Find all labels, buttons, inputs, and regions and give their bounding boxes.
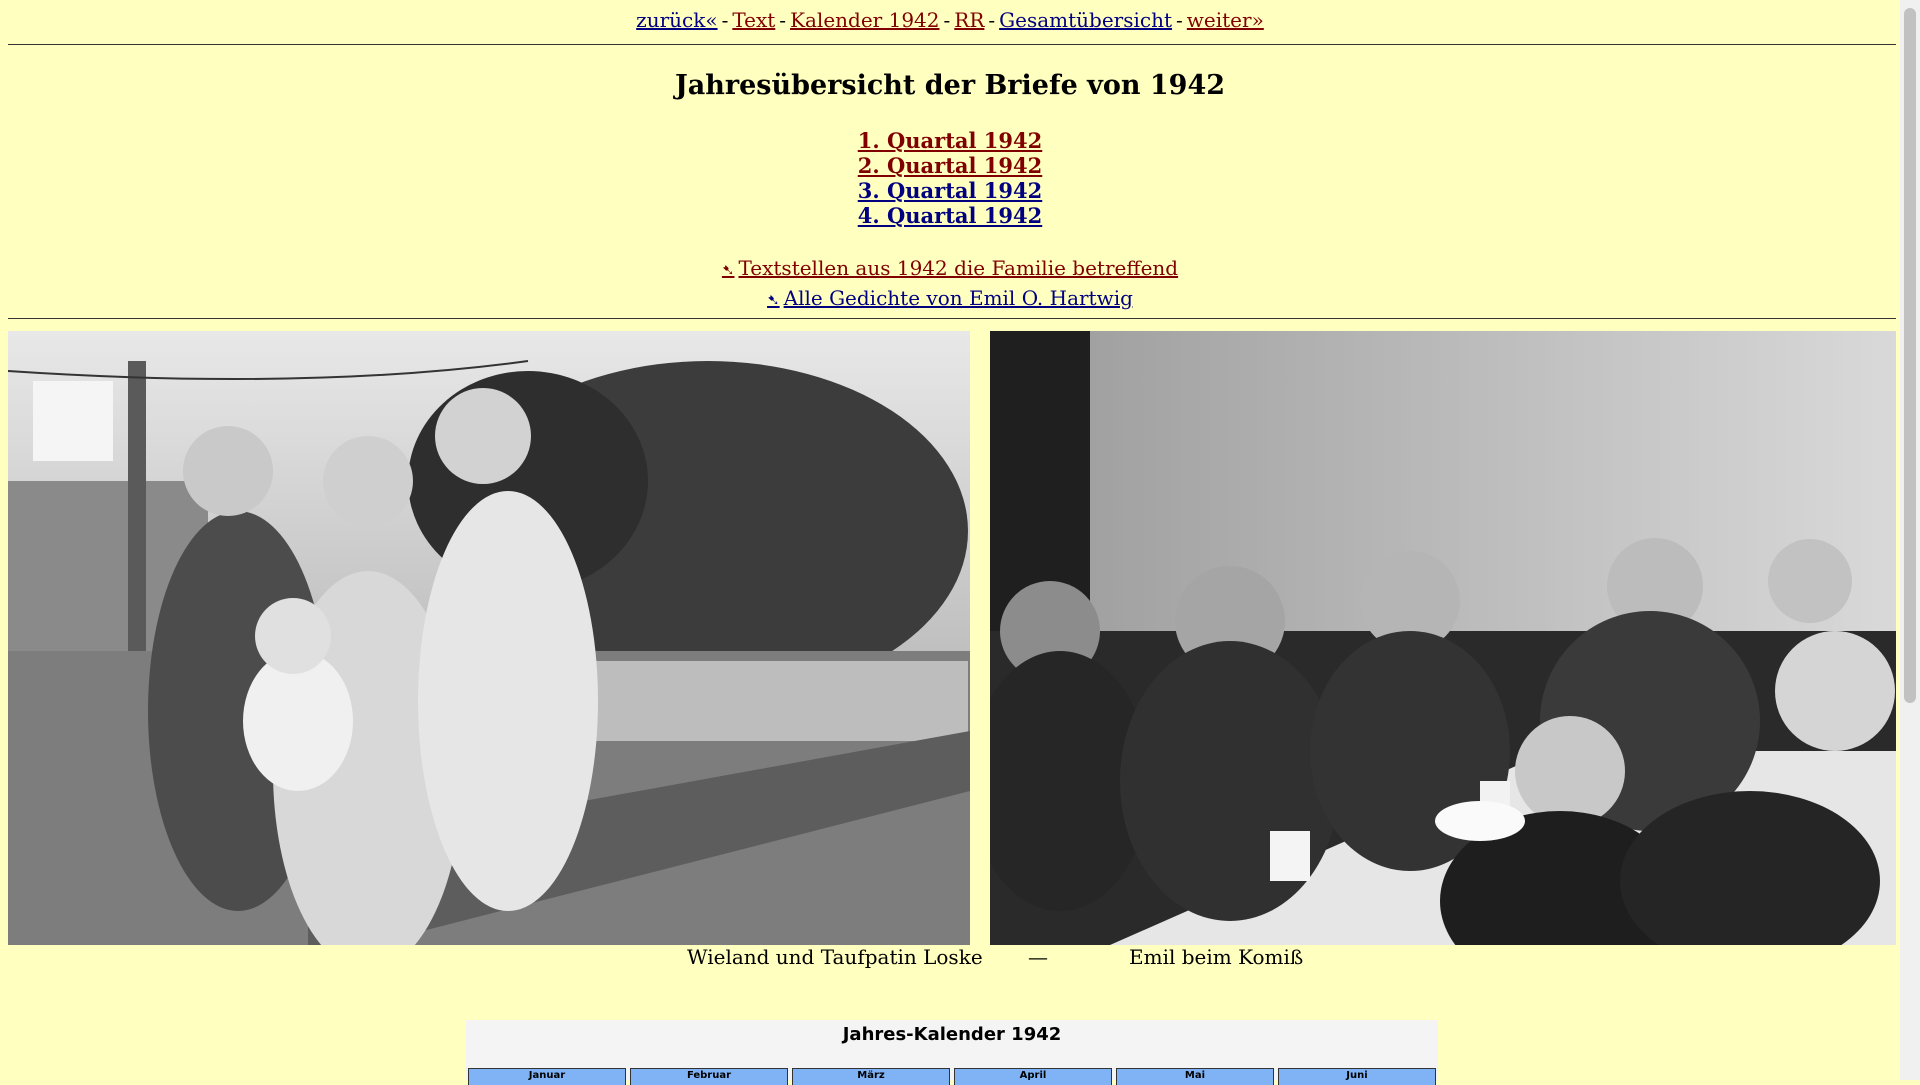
quarter-3-link[interactable]: 3. Quartal 1942	[857, 178, 1043, 203]
family-passages-label: Textstellen aus 1942 die Familie betreffend	[738, 256, 1179, 280]
quarter-list	[0, 128, 1900, 228]
poems-link[interactable]	[767, 286, 1133, 310]
soldiers-photo	[990, 331, 1896, 945]
calendar-title: Jahres-Kalender 1942	[842, 1024, 1062, 1045]
nav-separator: -	[1176, 8, 1183, 32]
page-title: Jahresübersicht der Briefe von 1942	[674, 70, 1226, 101]
poems-label: Alle Gedichte von Emil O. Hartwig	[783, 286, 1133, 310]
extra-links	[0, 254, 1900, 314]
family-passages-link[interactable]	[722, 256, 1178, 280]
month-february[interactable]: Februar	[630, 1068, 788, 1085]
overview-link[interactable]: Gesamtübersicht	[999, 8, 1173, 32]
month-march[interactable]: März	[792, 1068, 950, 1085]
top-navigation	[0, 8, 1900, 32]
divider-middle	[8, 318, 1896, 319]
calendar-link[interactable]: Kalender 1942	[790, 8, 940, 32]
quarter-2-link[interactable]: 2. Quartal 1942	[857, 153, 1043, 178]
quarter-1-link[interactable]: 1. Quartal 1942	[857, 128, 1043, 153]
month-april[interactable]: April	[954, 1068, 1112, 1085]
text-link[interactable]: Text	[732, 8, 776, 32]
back-link[interactable]: zurück«	[636, 8, 718, 32]
month-may[interactable]: Mai	[1116, 1068, 1274, 1085]
month-june[interactable]: Juni	[1278, 1068, 1436, 1085]
nav-separator: -	[779, 8, 787, 32]
nav-separator: -	[721, 8, 729, 32]
nav-separator: -	[988, 8, 996, 32]
divider-top	[8, 44, 1896, 45]
month-january[interactable]: Januar	[468, 1068, 626, 1085]
caption-right: Emil beim Komiß	[1129, 945, 1304, 969]
family-photo	[8, 331, 970, 945]
nav-separator: -	[943, 8, 951, 32]
rr-link[interactable]: RR	[954, 8, 985, 32]
quarter-4-link[interactable]: 4. Quartal 1942	[857, 203, 1043, 228]
caption-dash: —	[1028, 945, 1048, 969]
arrow-icon: ➷	[721, 261, 735, 279]
scrollbar-thumb[interactable]	[1904, 8, 1916, 703]
arrow-icon: ➷	[767, 291, 780, 309]
vertical-scrollbar[interactable]	[1900, 0, 1920, 1080]
next-link[interactable]: weiter»	[1186, 8, 1264, 32]
caption-left: Wieland und Taufpatin Loske	[687, 945, 983, 969]
year-calendar	[466, 1020, 1438, 1080]
